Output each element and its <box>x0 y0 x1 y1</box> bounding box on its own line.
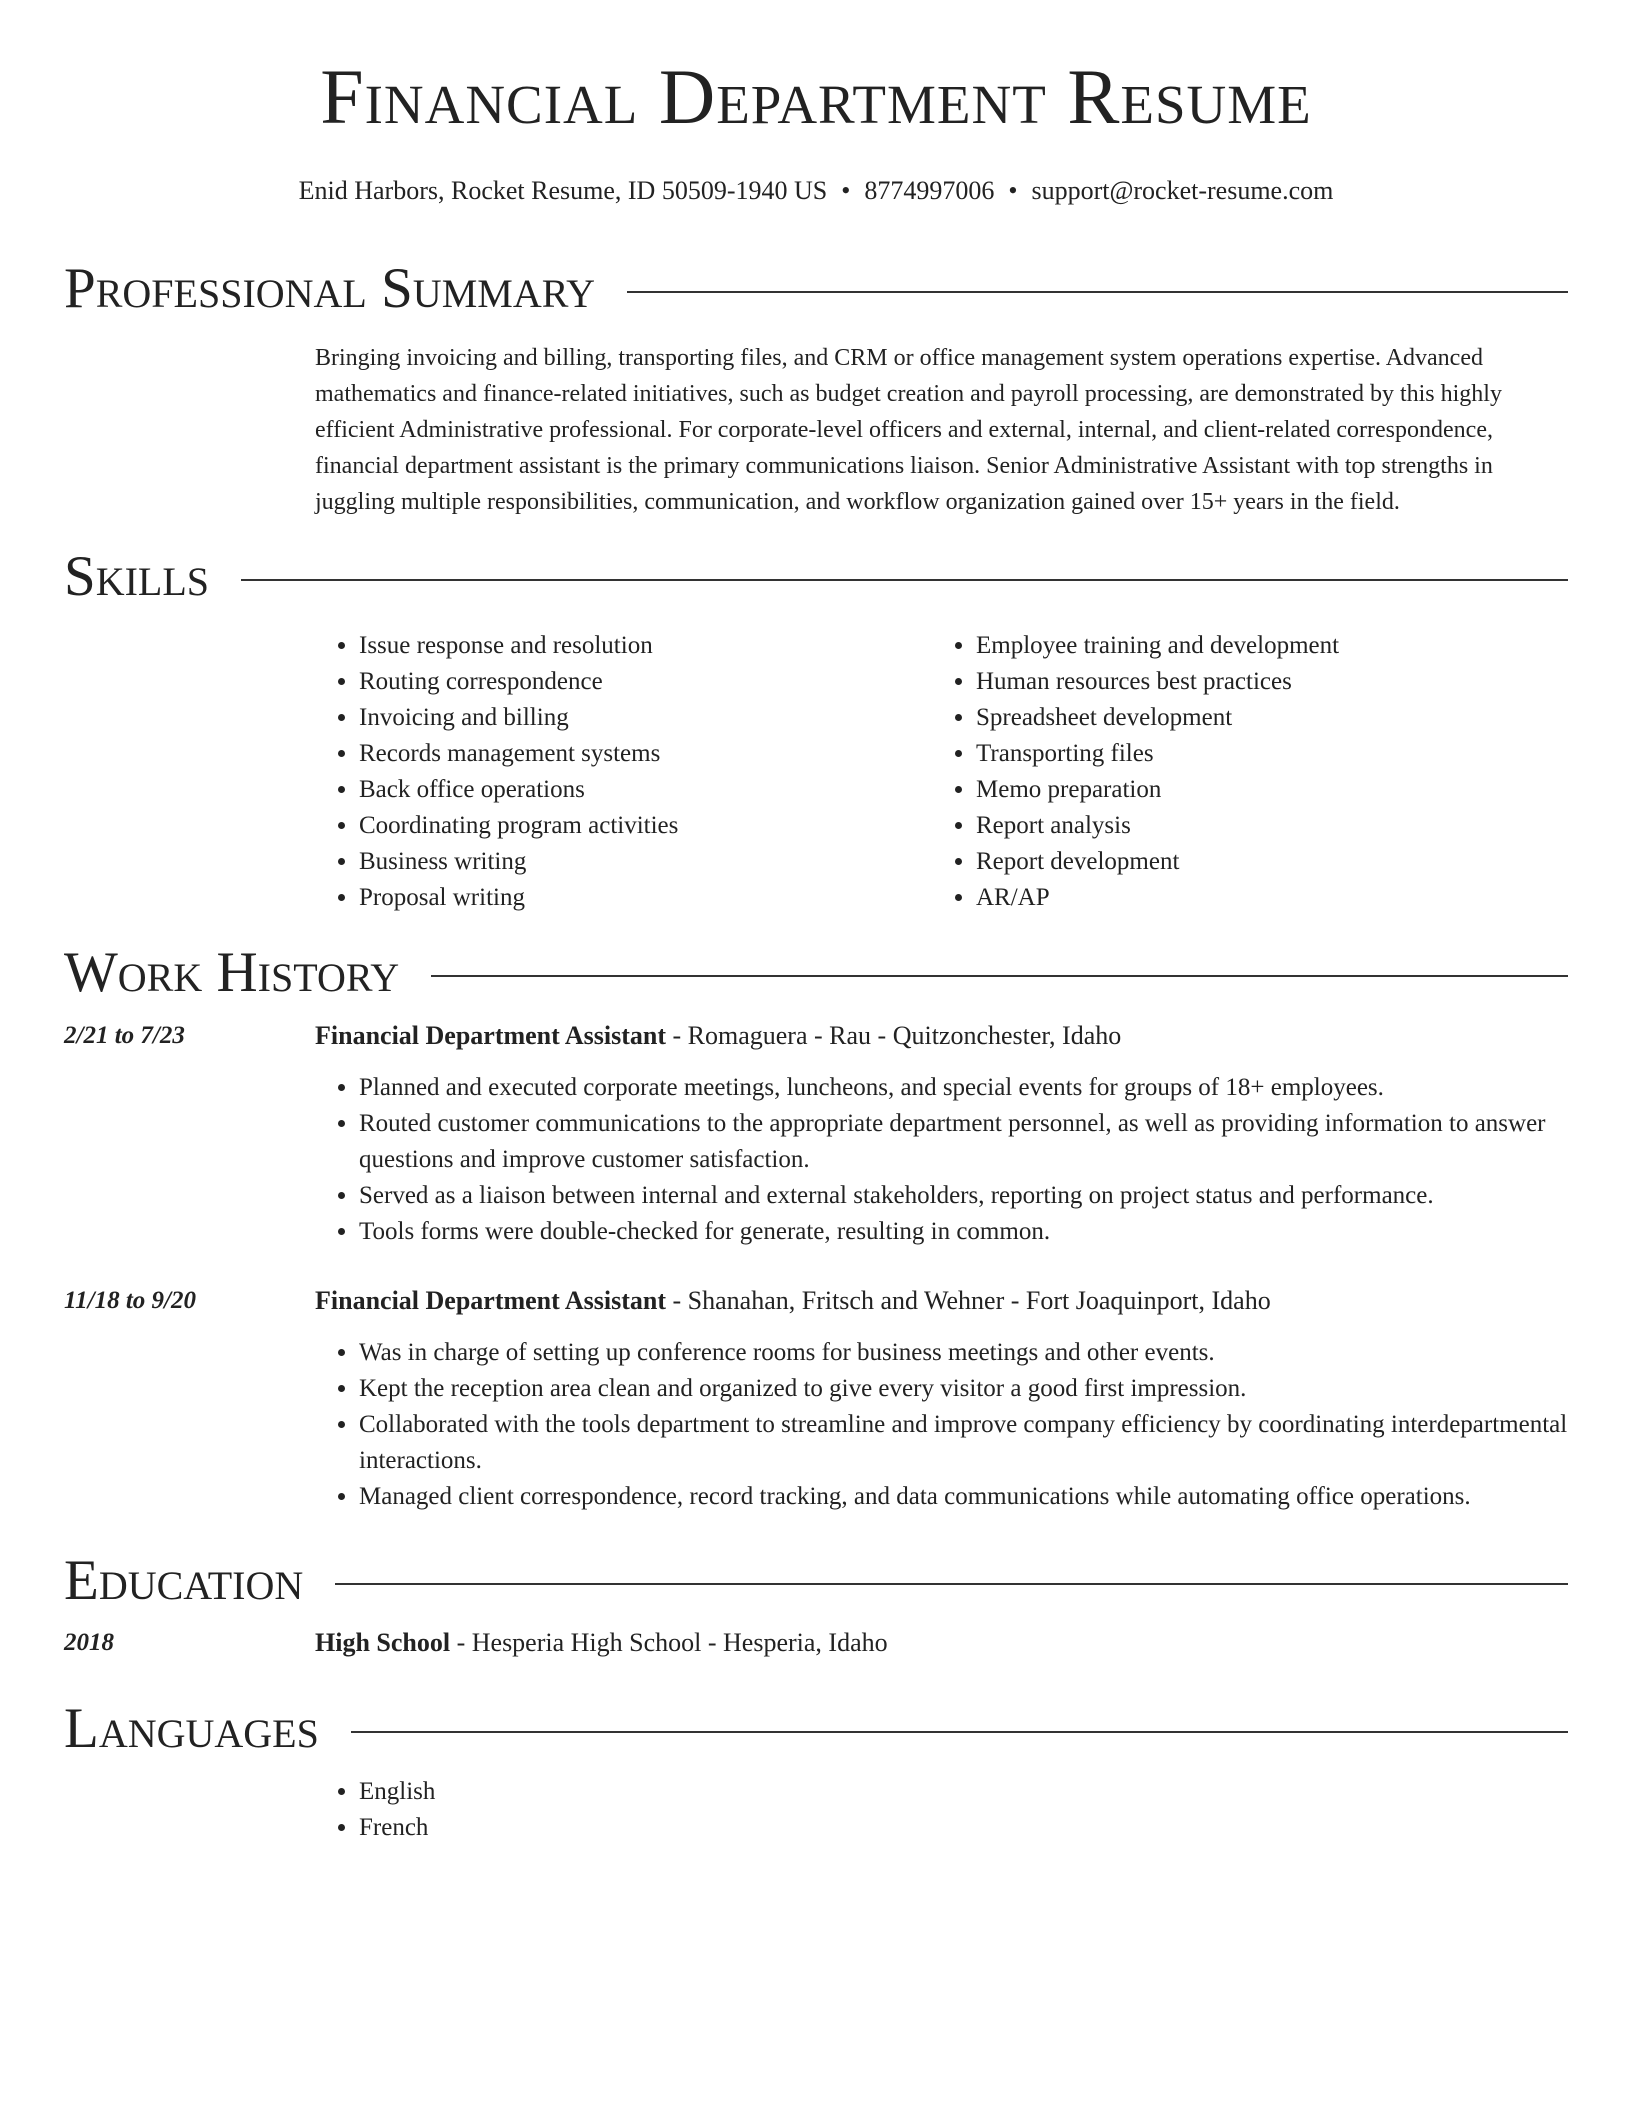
job-bullet: • Kept the reception area clean and organized to give every visitor a good first impression. <box>359 1371 1570 1407</box>
job-bullet: • Routed customer communications to the appropriate department personnel, as well as providing information to answer questions and improve customer satisfaction. <box>359 1106 1570 1178</box>
languages-list <box>315 1774 1570 1846</box>
section-title-languages: Languages <box>64 1697 319 1760</box>
section-divider <box>351 1731 1568 1733</box>
job-bullet: • Collaborated with the tools department to streamline and improve company efficiency by coordinating interdepartmental interactions. <box>359 1407 1570 1479</box>
job-heading <box>315 1018 1570 1054</box>
education-school: - Hesperia High School - Hesperia, Idaho <box>450 1628 888 1657</box>
contact-separator: • <box>841 176 851 205</box>
skill-item: • Transporting files <box>976 736 1552 772</box>
skill-item: • Invoicing and billing <box>359 700 935 736</box>
skill-item: • Spreadsheet development <box>976 700 1552 736</box>
section-divider <box>431 975 1568 977</box>
skill-item: • Report development <box>976 844 1552 880</box>
section-title-summary: Professional Summary <box>64 257 596 320</box>
skill-item: • Back office operations <box>359 772 935 808</box>
job-title: Financial Department Assistant <box>315 1021 666 1050</box>
section-header-summary <box>64 257 1568 320</box>
job-heading <box>315 1283 1570 1319</box>
job-bullet: • Tools forms were double-checked for generate, resulting in common. <box>359 1214 1570 1250</box>
skill-item: • Coordinating program activities <box>359 808 935 844</box>
contact-separator: • <box>1008 176 1018 205</box>
skill-item: • Records management systems <box>359 736 935 772</box>
skill-item: • Routing correspondence <box>359 664 935 700</box>
skill-item: • AR/AP <box>976 880 1552 916</box>
education-degree: High School <box>315 1628 451 1657</box>
job-bullet: • Was in charge of setting up conference rooms for business meetings and other events. <box>359 1335 1570 1371</box>
skill-item: • Memo preparation <box>976 772 1552 808</box>
job-bullet: • Managed client correspondence, record tracking, and data communications while automating office operations. <box>359 1479 1570 1515</box>
section-header-skills <box>64 545 1568 608</box>
contact-address: Enid Harbors, Rocket Resume, ID 50509-1940 US <box>298 176 828 205</box>
page-title: Financial Department Resume <box>320 53 1312 140</box>
education-year: 2018 <box>64 1629 114 1656</box>
section-header-work-history <box>64 941 1568 1004</box>
job-bullets <box>315 1335 1570 1515</box>
skill-item: • Employee training and development <box>976 628 1552 664</box>
language-item: • English <box>359 1774 1570 1810</box>
job-bullet: • Planned and executed corporate meetings, luncheons, and special events for groups of 18+ employees. <box>359 1070 1570 1106</box>
job-dates: 2/21 to 7/23 <box>64 1022 185 1049</box>
section-divider <box>335 1583 1568 1585</box>
job-bullets <box>315 1070 1570 1250</box>
section-title-work-history: Work History <box>64 941 400 1004</box>
job-title: Financial Department Assistant <box>315 1286 666 1315</box>
section-divider <box>627 291 1568 293</box>
contact-email[interactable]: support@rocket-resume.com <box>1031 176 1334 205</box>
job-dates: 11/18 to 9/20 <box>64 1287 196 1314</box>
summary-paragraph: Bringing invoicing and billing, transporting files, and CRM or office management system operations expertise. Advanced mathematics and finance-related initiatives, such as budget creation and payroll processing, are demonstrated by this highly efficient Administrative professional. For corporate-level officers and external, internal, and client-related correspondence, financial department assistant is the primary communications liaison. Senior Administrative Assistant with top strengths in juggling multiple responsibilities, communication, and workflow organization gained over 15+ years in the field. <box>315 345 1502 515</box>
job-employer: - Shanahan, Fritsch and Wehner - Fort Joaquinport, Idaho <box>666 1286 1271 1315</box>
job-bullet: • Served as a liaison between internal and external stakeholders, reporting on project status and performance. <box>359 1178 1570 1214</box>
skill-item: • Proposal writing <box>359 880 935 916</box>
skill-item: • Human resources best practices <box>976 664 1552 700</box>
section-title-skills: Skills <box>64 545 210 608</box>
section-header-languages <box>64 1697 1568 1760</box>
education-heading <box>315 1625 1570 1661</box>
language-item: • French <box>359 1810 1570 1846</box>
skills-column-right <box>932 628 1552 916</box>
skills-column-left <box>315 628 935 916</box>
contact-line <box>0 175 1632 206</box>
skill-item: • Business writing <box>359 844 935 880</box>
skill-item: • Report analysis <box>976 808 1552 844</box>
section-header-education <box>64 1549 1568 1612</box>
section-divider <box>241 579 1568 581</box>
skill-item: • Issue response and resolution <box>359 628 935 664</box>
contact-phone: 8774997006 <box>864 176 995 205</box>
job-employer: - Romaguera - Rau - Quitzonchester, Idaho <box>666 1021 1122 1050</box>
section-title-education: Education <box>64 1549 304 1612</box>
